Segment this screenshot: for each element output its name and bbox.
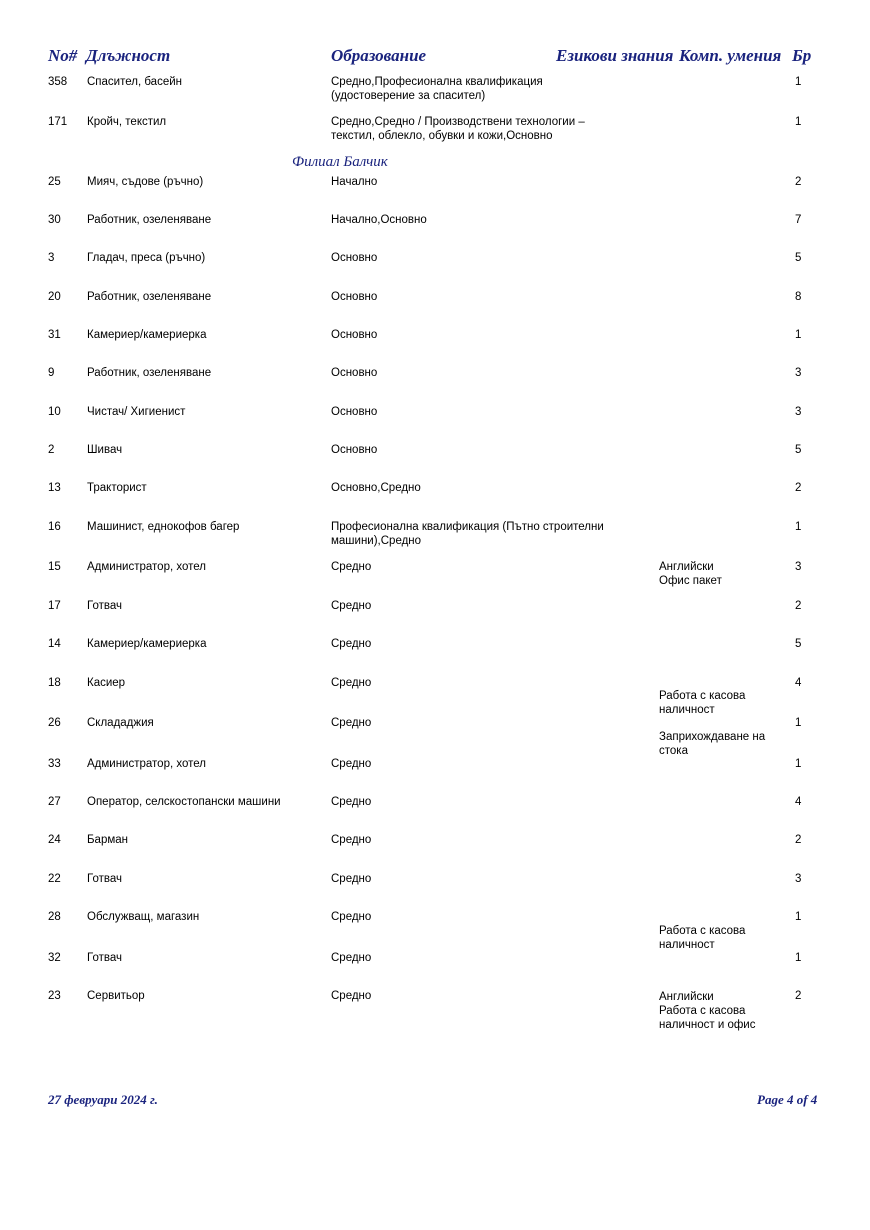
row-position: Машинист, еднокофов багер <box>87 521 240 533</box>
row-no: 27 <box>48 796 61 808</box>
row-position: Камериер/камериерка <box>87 329 207 341</box>
row-education: Основно <box>331 406 378 418</box>
row-education: Средно <box>331 758 372 770</box>
row-no: 14 <box>48 638 61 650</box>
row-count: 2 <box>795 482 802 494</box>
row-position: Камериер/камериерка <box>87 638 207 650</box>
row-position: Склададжия <box>87 717 154 729</box>
row-position: Сервитьор <box>87 990 145 1002</box>
row-no: 24 <box>48 834 61 846</box>
row-position: Работник, озеленяване <box>87 214 212 226</box>
row-position: Администратор, хотел <box>87 561 206 573</box>
row-no: 33 <box>48 758 61 770</box>
row-education: Средно <box>331 561 372 573</box>
row-position: Чистач/ Хигиенист <box>87 406 186 418</box>
row-count: 1 <box>795 952 802 964</box>
row-education: Средно,Средно / Производствени технологии – текстил, облекло, обувки и кожи,Основно <box>331 116 585 142</box>
row-education: Професионална квалификация (Пътно строителни машини),Средно <box>331 521 604 547</box>
row-count: 1 <box>795 717 802 729</box>
row-count: 1 <box>795 76 802 88</box>
row-education: Средно <box>331 873 372 885</box>
row-count: 1 <box>795 521 802 533</box>
row-position: Мияч, съдове (ръчно) <box>87 176 204 188</box>
row-count: 5 <box>795 638 802 650</box>
row-education: Средно <box>331 834 372 846</box>
row-count: 5 <box>795 252 802 264</box>
row-position: Оператор, селскостопански машини <box>87 796 281 808</box>
row-no: 171 <box>48 116 68 128</box>
row-position: Администратор, хотел <box>87 758 206 770</box>
row-no: 23 <box>48 990 61 1002</box>
row-education: Основно <box>331 252 378 264</box>
row-education: Начално <box>331 176 378 188</box>
row-no: 20 <box>48 291 61 303</box>
row-education: Средно <box>331 990 372 1002</box>
row-no: 10 <box>48 406 61 418</box>
row-position: Кройч, текстил <box>87 116 167 128</box>
row-position: Гладач, преса (ръчно) <box>87 252 206 264</box>
row-count: 4 <box>795 677 802 689</box>
row-count: 7 <box>795 214 802 226</box>
row-count: 1 <box>795 911 802 923</box>
row-count: 8 <box>795 291 802 303</box>
skills-cell: Работа с касова наличност <box>659 690 746 716</box>
row-count: 2 <box>795 990 802 1002</box>
header-count: Бр <box>792 46 812 65</box>
row-education: Основно <box>331 329 378 341</box>
row-no: 9 <box>48 367 55 379</box>
row-no: 18 <box>48 677 61 689</box>
row-education: Средно <box>331 717 372 729</box>
row-count: 1 <box>795 329 802 341</box>
row-count: 2 <box>795 600 802 612</box>
row-no: 15 <box>48 561 61 573</box>
row-education: Средно <box>331 952 372 964</box>
row-position: Обслужващ, магазин <box>87 911 200 923</box>
row-count: 5 <box>795 444 802 456</box>
row-count: 1 <box>795 758 802 770</box>
row-position: Готвач <box>87 873 122 885</box>
row-no: 358 <box>48 76 68 88</box>
skills-cell: Английски Офис пакет <box>659 561 722 587</box>
row-no: 28 <box>48 911 61 923</box>
row-education: Основно <box>331 367 378 379</box>
footer-page: Page 4 of 4 <box>757 1092 818 1107</box>
header-position: Длъжност <box>86 46 171 65</box>
row-no: 17 <box>48 600 61 612</box>
row-count: 3 <box>795 406 802 418</box>
row-education: Начално,Основно <box>331 214 427 226</box>
row-no: 32 <box>48 952 61 964</box>
branch-heading: Филиал Балчик <box>292 154 388 170</box>
row-position: Работник, озеленяване <box>87 367 212 379</box>
row-count: 4 <box>795 796 802 808</box>
skills-cell: Заприхождаване на стока <box>659 731 766 757</box>
row-count: 3 <box>795 561 802 573</box>
skills-cell: Работа с касова наличност <box>659 925 746 951</box>
row-no: 25 <box>48 176 61 188</box>
row-education: Основно,Средно <box>331 482 421 494</box>
row-position: Спасител, басейн <box>87 76 182 88</box>
header-no: No# <box>48 46 78 65</box>
row-position: Готвач <box>87 600 122 612</box>
row-count: 2 <box>795 834 802 846</box>
row-no: 16 <box>48 521 61 533</box>
header-languages: Езикови знания <box>556 46 674 65</box>
row-position: Работник, озеленяване <box>87 291 212 303</box>
row-education: Средно <box>331 911 372 923</box>
row-position: Барман <box>87 834 128 846</box>
row-count: 2 <box>795 176 802 188</box>
header-computer-skills: Комп. умения <box>679 46 782 65</box>
row-position: Готвач <box>87 952 122 964</box>
row-position: Тракторист <box>87 482 147 494</box>
row-no: 3 <box>48 252 55 264</box>
footer-date: 27 февруари 2024 г. <box>48 1092 158 1107</box>
row-education: Основно <box>331 444 378 456</box>
row-no: 13 <box>48 482 61 494</box>
row-no: 31 <box>48 329 61 341</box>
row-education: Средно <box>331 677 372 689</box>
row-education: Средно <box>331 600 372 612</box>
skills-cell: Английски Работа с касова наличност и офис <box>659 991 756 1031</box>
row-education: Основно <box>331 291 378 303</box>
row-education: Средно,Професионална квалификация (удостоверение за спасител) <box>331 76 543 102</box>
row-position: Касиер <box>87 677 126 689</box>
row-education: Средно <box>331 638 372 650</box>
row-no: 2 <box>48 444 55 456</box>
row-position: Шивач <box>87 444 123 456</box>
row-count: 3 <box>795 873 802 885</box>
row-no: 22 <box>48 873 61 885</box>
row-count: 3 <box>795 367 802 379</box>
row-education: Средно <box>331 796 372 808</box>
row-no: 30 <box>48 214 61 226</box>
header-education: Образование <box>331 46 427 65</box>
row-count: 1 <box>795 116 802 128</box>
row-no: 26 <box>48 717 61 729</box>
